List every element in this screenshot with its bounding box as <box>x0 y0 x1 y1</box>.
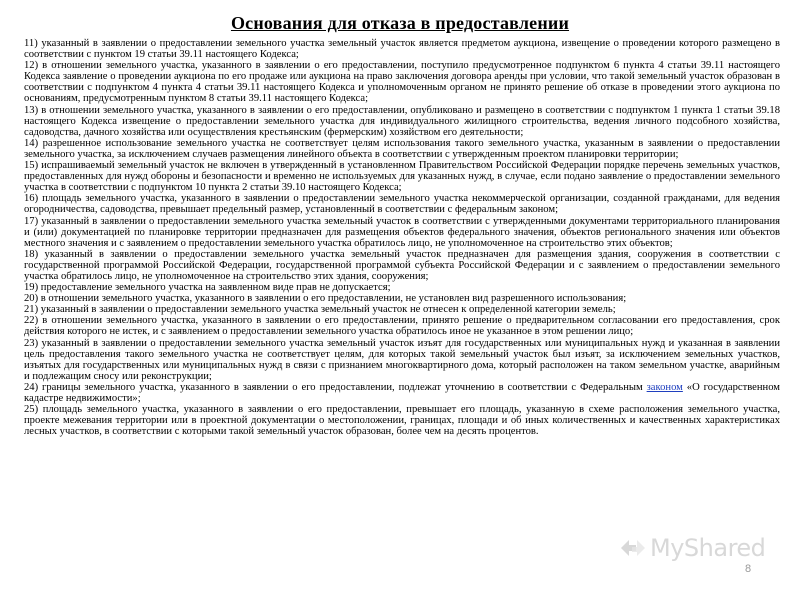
list-item-14: 14) разрешенное использование земельного участка не соответствует целям использования такого земельного участка, указанным в заявлении о предоставлении земельного участка, за исключением случаев размещения линейного объекта в соответствии с утвержденным проектом планировки территории; <box>24 137 780 160</box>
list-item-23: 23) указанный в заявлении о предоставлении земельного участка земельный участок изъят для государственных или муниципальных нужд и указанная в заявлении цель предоставления такого земельного участка не соответствует целям, для которых такой земельный участок был изъят, за исключением земельных участков, изъятых для государственных или муниципальных нужд в связи с признанием многоквартирного дома, который расположен на таком земельном участке, аварийным и подлежащим сносу или реконструкции; <box>24 337 780 382</box>
federal-law-link[interactable]: законом <box>646 381 683 393</box>
list-item-18: 18) указанный в заявлении о предоставлении земельного участка земельный участок предназначен для размещения здания, сооружения в соответствии с государственной программой Российской Федерации, государственной программой субъекта Российской Федерации и с заявлением о предоставлении земельного участка обратилось лицо, не уполномоченное на строительство этих здания, сооружения; <box>24 248 780 282</box>
list-item-17: 17) указанный в заявлении о предоставлении земельного участка земельный участок в соответствии с утвержденными документами территориального планирования и (или) документацией по планировке территории предназначен для размещения объектов федерального значения, объектов регионального значения или объектов местного значения и с заявлением о предоставлении земельного участка обратилось лицо, не уполномоченное на строительство этих объектов; <box>24 215 780 249</box>
list-item-22: 22) в отношении земельного участка, указанного в заявлении о его предоставлении, принято решение о предварительном согласовании его предоставления, срок действия которого не истек, и с заявлением о предоставлении земельного участка обратилось иное не указанное в этом решении лицо; <box>24 315 780 338</box>
watermark-text-shared: Shared <box>683 534 766 562</box>
document-body <box>24 38 780 437</box>
page-title: Основания для отказа в предоставлении <box>230 13 570 33</box>
list-item-15: 15) испрашиваемый земельный участок не включен в утвержденный в установленном Правительством Российской Федерации порядке перечень земельных участков, предоставленных для нужд обороны и безопасности и временно не используемых для указанных нужд, в случае, если подано заявление о предоставлении земельного участка в соответствии с подпунктом 10 пункта 2 статьи 39.10 настоящего Кодекса; <box>24 160 780 194</box>
list-item-19: 19) предоставление земельного участка на заявленном виде прав не допускается; <box>24 282 391 294</box>
list-item-16: 16) площадь земельного участка, указанного в заявлении о предоставлении земельного участка некоммерческой организации, созданной гражданами, для ведения огородничества, садоводства, превышает предельный размер, установленный в соответствии с федеральным законом; <box>24 193 780 216</box>
list-item-24-text-end: «О государственном кадастре недвижимости»; <box>24 381 781 404</box>
list-item-24-text: 24) границы земельного участка, указанного в заявлении о его предоставлении, подлежат уточнению в соответствии с Федеральным <box>24 381 647 393</box>
list-item-24 <box>24 382 780 404</box>
list-item-11: 11) указанный в заявлении о предоставлении земельного участка земельный участок является предметом аукциона, извещение о проведении которого размещено в соответствии с пунктом 19 статьи 39.11 настоящего Кодекса; <box>24 38 780 61</box>
list-item-20: 20) в отношении земельного участка, указанного в заявлении о его предоставлении, не установлен вид разрешенного использования; <box>24 293 627 305</box>
page-number: 8 <box>745 563 752 575</box>
watermark <box>618 534 765 562</box>
watermark-text-my: My <box>650 534 684 562</box>
myshared-logo-icon <box>618 535 648 561</box>
list-item-21: 21) указанный в заявлении о предоставлении земельного участка земельный участок не отнесен к определенной категории земель; <box>24 304 616 316</box>
list-item-12: 12) в отношении земельного участка, указанного в заявлении о его предоставлении, поступило предусмотренное подпунктом 6 пункта 4 статьи 39.11 настоящего Кодекса заявление о проведении аукциона по его продаже или аукциона на право заключения договора аренды при условии, что такой земельный участок образован в соответствии с подпунктом 4 пункта 4 статьи 39.11 настоящего Кодекса и уполномоченным органом не принято решение об отказе в проведении этого аукциона по основаниям, предусмотренным пунктом 8 статьи 39.11 настоящего Кодекса; <box>24 60 780 105</box>
list-item-13: 13) в отношении земельного участка, указанного в заявлении о его предоставлении, опубликовано и размещено в соответствии с подпунктом 1 пункта 1 статьи 39.18 настоящего Кодекса извещение о предоставлении земельного участка для индивидуального жилищного строительства, ведения личного подсобного хозяйства, садоводства, дачного хозяйства или осуществления крестьянским (фермерским) хозяйством его деятельности; <box>24 104 780 138</box>
list-item-25: 25) площадь земельного участка, указанного в заявлении о его предоставлении, превышает его площадь, указанную в схеме расположения земельного участка, проекте межевания территории или в проектной документации о местоположении, границах, площади и об иных количественных и качественных характеристиках лесных участков, в соответствии с которыми такой земельный участок образован, более чем на десять процентов. <box>24 404 780 438</box>
